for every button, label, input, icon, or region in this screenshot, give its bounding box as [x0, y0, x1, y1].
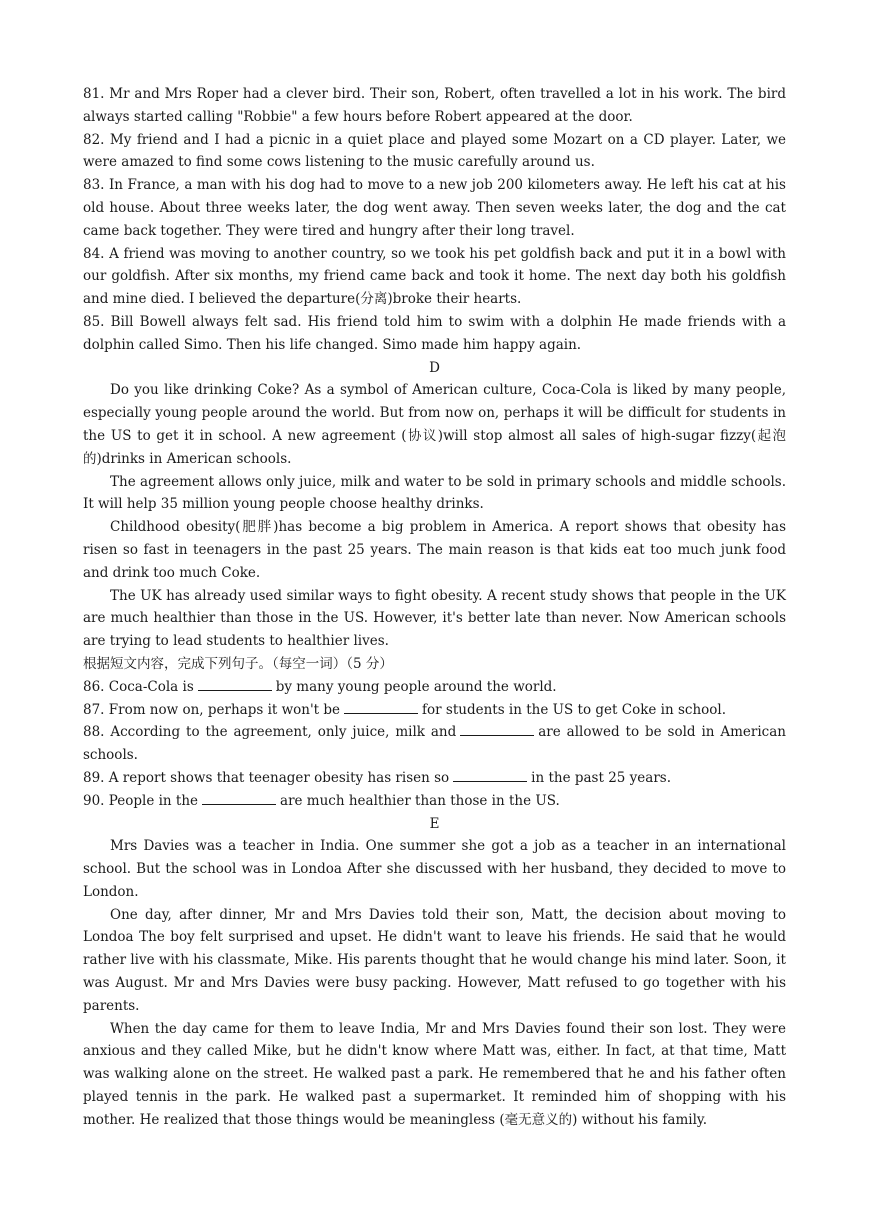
question-87 — [83, 699, 786, 722]
document-page — [83, 83, 786, 1132]
question-text: 90. People in the — [83, 792, 199, 809]
answer-blank[interactable] — [202, 790, 276, 805]
section-d-paragraph: The UK has already used similar ways to fight obesity. A recent study shows that people in the UK are much healthier than those in the US. However, it's better late than never. Now American schools are trying to lead students to healthier lives. — [83, 587, 786, 650]
question-88 — [83, 721, 786, 767]
item-83: 83. In France, a man with his dog had to move to a new job 200 kilometers away. He left his cat at his old house. About three weeks later, the dog went away. Then seven weeks later, the dog and the cat came back together. They were tired and hungry after their long travel. — [83, 177, 786, 239]
question-text: are allowed to be sold in American schools. — [83, 724, 786, 764]
question-text: for students in the US to get Coke in school. — [422, 701, 727, 718]
answer-blank[interactable] — [198, 676, 272, 691]
section-d-heading: D — [429, 359, 440, 376]
section-d-paragraph: The agreement allows only juice, milk and water to be sold in primary schools and middle schools. It will help 35 million young people choose healthy drinks. — [83, 473, 786, 513]
question-text: 88. According to the agreement, only juice, milk and — [83, 724, 457, 741]
section-d-paragraph: Childhood obesity(肥胖)has become a big problem in America. A report shows that obesity has risen so fast in teenagers in the past 25 years. The main reason is that kids eat too much junk food and drink too much Coke. — [83, 519, 786, 581]
question-89 — [83, 767, 786, 790]
section-d-instruction: 根据短文内容，完成下列句子。（每空一词）（5 分） — [83, 655, 393, 672]
question-text: in the past 25 years. — [531, 769, 672, 786]
question-text: are much healthier than those in the US. — [280, 792, 560, 809]
question-text: 89. A report shows that teenager obesity has risen so — [83, 769, 450, 786]
question-86 — [83, 676, 786, 699]
item-85: 85. Bill Bowell always felt sad. His friend told him to swim with a dolphin He made friends with a dolphin called Simo. Then his life changed. Simo made him happy again. — [83, 313, 786, 353]
item-81: 81. Mr and Mrs Roper had a clever bird. Their son, Robert, often travelled a lot in his work. The bird always started calling "Robbie" a few hours before Robert appeared at the door. — [83, 86, 786, 125]
answer-blank[interactable] — [460, 721, 534, 736]
section-e-paragraph: Mrs Davies was a teacher in India. One summer she got a job as a teacher in an international school. But the school was in Londoa After she discussed with her husband, they decided to move to London. — [83, 838, 786, 900]
question-text: by many young people around the world. — [275, 678, 557, 695]
question-90 — [83, 790, 786, 813]
item-82: 82. My friend and I had a picnic in a quiet place and played some Mozart on a CD player. Later, we were amazed to find some cows listening to the music carefully around us. — [83, 131, 786, 171]
section-e-heading: E — [429, 815, 440, 832]
answer-blank[interactable] — [453, 767, 527, 782]
item-84: 84. A friend was moving to another country, so we took his pet goldfish back and put it in a bowl with our goldfish. After six months, my friend came back and took it home. The next day both his goldfish and mine died. I believed the departure(分离)broke their hearts. — [83, 245, 786, 308]
question-text: 87. From now on, perhaps it won't be — [83, 701, 341, 718]
answer-blank[interactable] — [344, 699, 418, 714]
section-e-paragraph: One day, after dinner, Mr and Mrs Davies told their son, Matt, the decision about moving to Londoa The boy felt surprised and upset. He didn't want to leave his friends. He said that he would rather live with his classmate, Mike. His parents thought that he would change his mind later. Soon, it was August. Mr and Mrs Davies were busy packing. However, Matt refused to go together with his parents. — [83, 906, 786, 1014]
section-e-paragraph: When the day came for them to leave India, Mr and Mrs Davies found their son lost. They were anxious and they called Mike, but he didn't know where Matt was, either. In fact, at that time, Matt was walking alone on the street. He walked past a park. He remembered that he and his father often played tennis in the park. He walked past a supermarket. It reminded him of shopping with his mother. He realized that those things would be meaningless (毫无意义的) without his family. — [83, 1020, 786, 1128]
question-text: 86. Coca-Cola is — [83, 678, 194, 695]
section-d-paragraph: Do you like drinking Coke? As a symbol of American culture, Coca-Cola is liked by many people, especially young people around the world. But from now on, perhaps it will be difficult for students in the US to get it in school. A new agreement (协议)will stop almost all sales of high-sugar fizzy(起泡的)drinks in American schools. — [83, 382, 786, 467]
